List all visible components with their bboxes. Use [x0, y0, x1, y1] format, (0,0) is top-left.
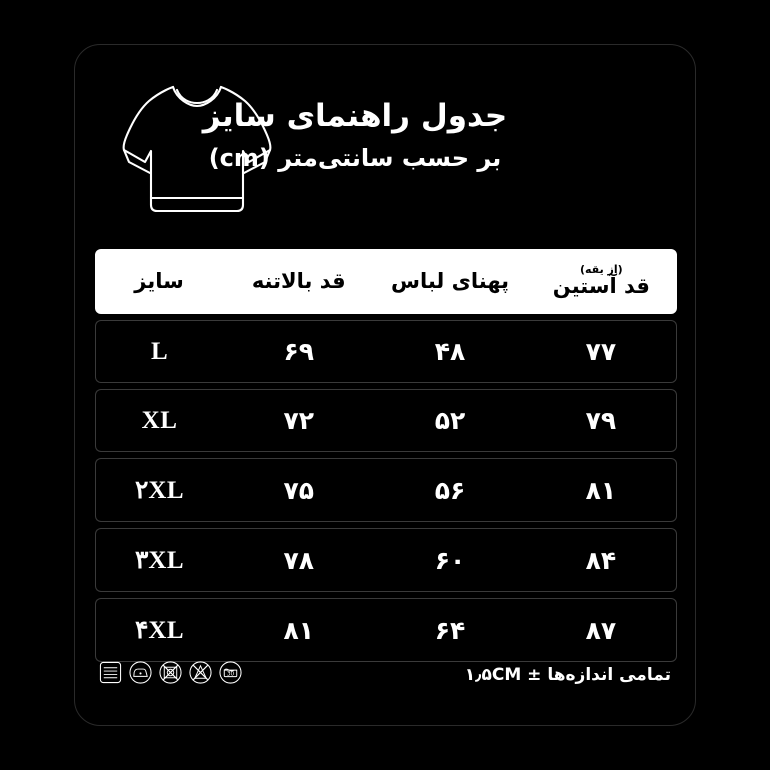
wash-30-icon — [219, 661, 242, 684]
table-body — [95, 320, 677, 662]
cell-length: ۶۹ — [223, 320, 374, 383]
no-dry-clean-icon — [99, 661, 122, 684]
tolerance-note: تمامی اندازه‌ها ± ۱٫۵CM — [464, 665, 671, 685]
size-table-wrapper — [95, 243, 677, 668]
cell-length: ۸۱ — [223, 598, 374, 662]
cell-sleeve: ۸۱ — [526, 458, 677, 522]
card-header — [75, 45, 695, 245]
cell-length: ۷۸ — [223, 528, 374, 592]
cell-size: L — [95, 320, 223, 383]
cell-size: XL — [95, 389, 223, 452]
table-row — [95, 598, 677, 662]
column-header-sleeve-label: قد آستین — [552, 274, 650, 298]
cell-width: ۶۴ — [374, 598, 525, 662]
iron-low-icon — [129, 661, 152, 684]
table-header-row — [95, 249, 677, 314]
no-bleach-icon — [189, 661, 212, 684]
care-icons-group — [99, 661, 242, 684]
title-block — [145, 97, 565, 175]
cell-length: ۷۲ — [223, 389, 374, 452]
cell-sleeve: ۷۹ — [526, 389, 677, 452]
cell-width: ۴۸ — [374, 320, 525, 383]
no-tumble-dry-icon — [159, 661, 182, 684]
table-row — [95, 528, 677, 592]
cell-length: ۷۵ — [223, 458, 374, 522]
card-footer — [75, 655, 695, 703]
table-row — [95, 389, 677, 452]
table-row — [95, 458, 677, 522]
size-guide-card — [74, 44, 696, 726]
page-subtitle: بر حسب سانتی‌متر (cm) — [208, 143, 502, 172]
cell-sleeve: ۷۷ — [526, 320, 677, 383]
cell-size: ۲XL — [95, 458, 223, 522]
column-header-sleeve — [526, 249, 677, 314]
cell-width: ۵۶ — [374, 458, 525, 522]
cell-size: ۳XL — [95, 528, 223, 592]
svg-text:30: 30 — [226, 671, 235, 678]
column-header-size: سایز — [95, 249, 223, 314]
page-title: جدول راهنمای سایز — [202, 98, 508, 134]
cell-width: ۵۲ — [374, 389, 525, 452]
table-head — [95, 249, 677, 314]
size-table — [95, 243, 677, 668]
cell-sleeve: ۸۴ — [526, 528, 677, 592]
cell-size: ۴XL — [95, 598, 223, 662]
cell-width: ۶۰ — [374, 528, 525, 592]
column-header-sleeve-note: (از یقه) — [579, 263, 623, 276]
cell-sleeve: ۸۷ — [526, 598, 677, 662]
column-header-width: پهنای لباس — [374, 249, 525, 314]
table-row — [95, 320, 677, 383]
column-header-length: قد بالاتنه — [223, 249, 374, 314]
